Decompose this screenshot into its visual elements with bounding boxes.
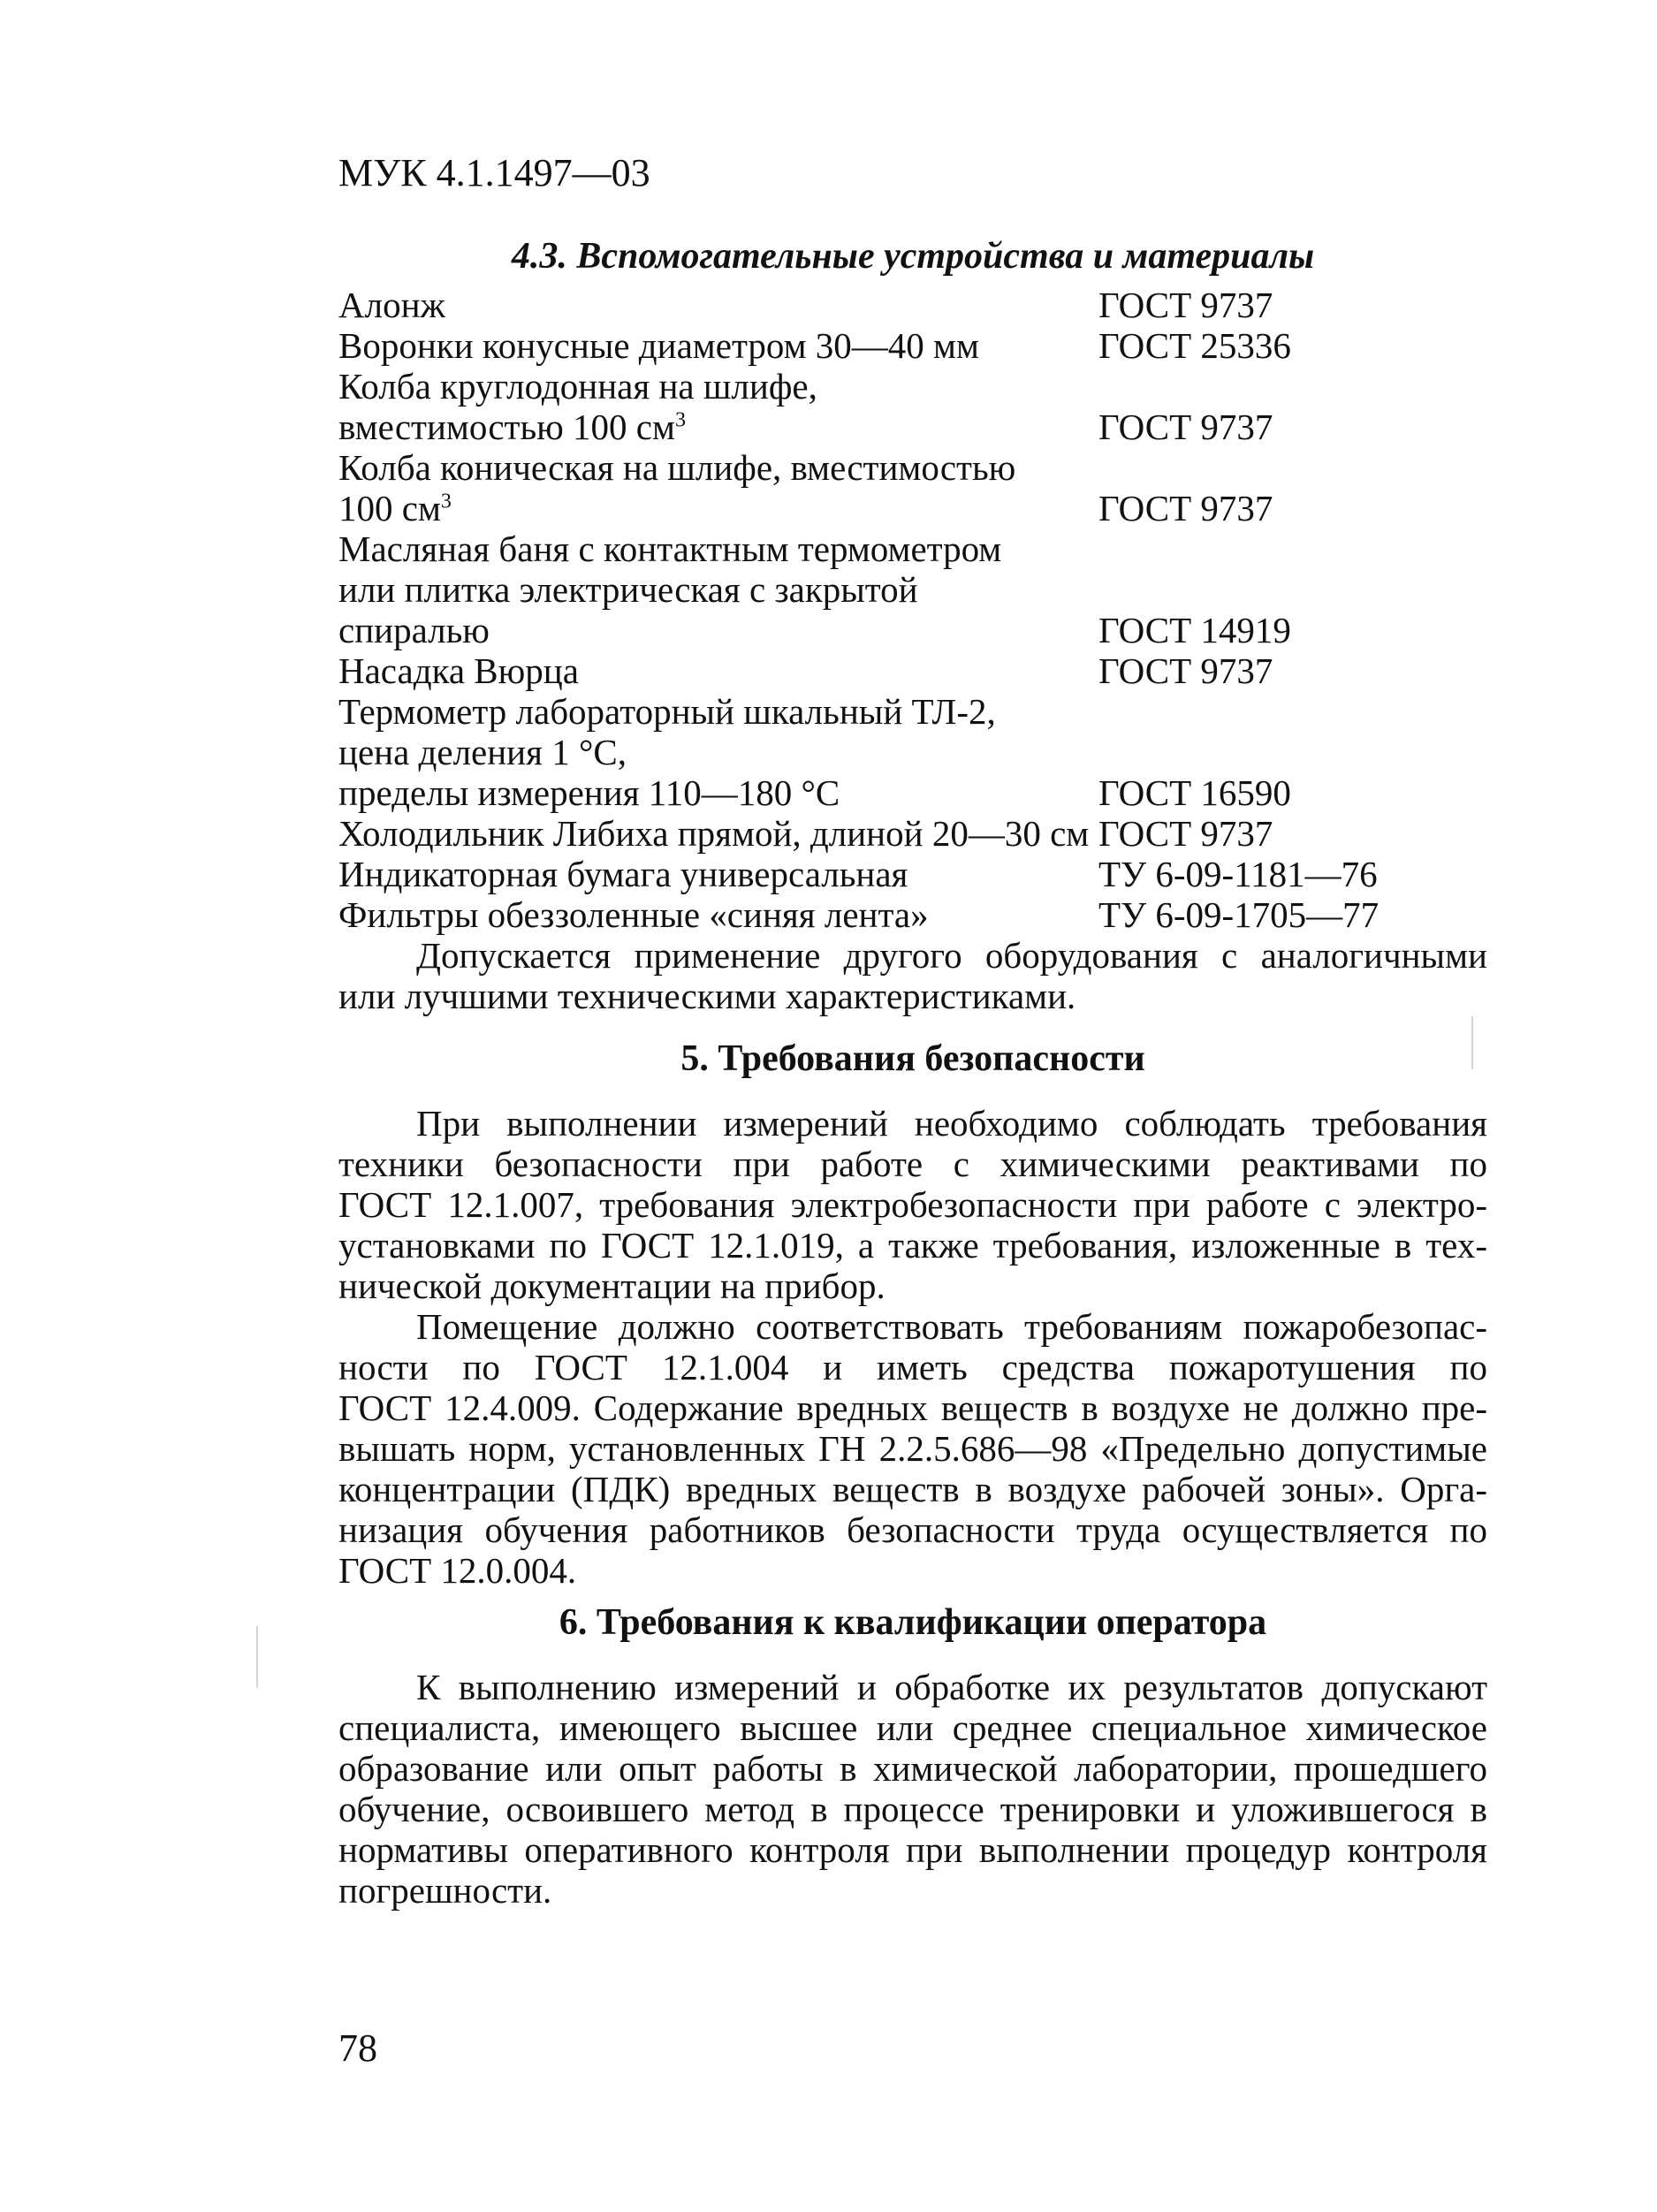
materials-item [338, 285, 1487, 325]
equipment-note: Допускается применение другого оборудования с аналогичными или лучшими техническими характеристиками. [338, 935, 1487, 1016]
materials-item [338, 528, 1487, 650]
superscript-3: 3 [674, 408, 686, 432]
materials-item-name: Масляная баня с контактным термометром или плитка электрическая с закрытой спиралью [338, 528, 1002, 650]
materials-item-name: Колба круглодонная на шлифе, вместимостью 100 $см^3$ [338, 366, 817, 447]
materials-item-name: Колба коническая на шлифе, вместимостью 100 $см^3$ [338, 447, 1016, 528]
materials-item-name: Холодильник Либиха прямой, длиной 20—30 см [338, 813, 1090, 854]
materials-item-name: Индикаторная бумага универсальная [338, 854, 908, 894]
materials-item-standard: ГОСТ 9737 [1098, 285, 1273, 325]
superscript-3: 3 [440, 490, 452, 513]
materials-item-name: Термометр лабораторный шкальный ТЛ-2, цена деления 1 °С, пределы измерения 110—180 °С [338, 691, 996, 813]
materials-item-name: Фильтры обеззоленные «синяя лента» [338, 894, 929, 935]
materials-list [338, 285, 1487, 935]
qualification-paragraph: К выполнению измерений и обработке их результатов допускают специалиста, имеющего высшее или среднее специальное химическое образование или опыт работы в химической лаборатории, прошедшего обучение, освоившего метод в процессе тренировки и уложившегося в нормативы оперативного контроля при выполнении процедур контроля погрешности. [338, 1667, 1487, 1911]
materials-item-standard: ГОСТ 16590 [1098, 772, 1291, 813]
safety-paragraph-2: Помещение должно соответствовать требованиям пожаробезопас- ности по ГОСТ 12.1.004 и иметь средства пожаротушения по ГОСТ 12.4.009. Содержание вредных веществ в воздухе не должно пре- вышать норм, установленных ГН 2.2.5.686—98 «Предельно допустимые концентрации (ПДК) вредных веществ в воздухе рабочей зоны». Орга- низация обучения работников безопасности труда осуществляется по ГОСТ 12.0.004. [338, 1306, 1487, 1591]
materials-item [338, 894, 1487, 935]
materials-item-standard: ГОСТ 25336 [1098, 325, 1291, 366]
materials-item [338, 366, 1487, 447]
page-number: 78 [338, 2026, 377, 2070]
materials-item-standard: ГОСТ 9737 [1098, 488, 1273, 528]
materials-item-name: Воронки конусные диаметром 30—40 мм [338, 325, 979, 366]
scan-artifact [256, 1626, 258, 1688]
materials-item [338, 691, 1487, 813]
materials-item-name: Насадка Вюрца [338, 650, 579, 691]
scan-artifact [1471, 1016, 1473, 1069]
materials-item [338, 325, 1487, 366]
section-5-title: 5. Требования безопасности [680, 1038, 1145, 1079]
materials-item [338, 854, 1487, 894]
materials-item-standard: ГОСТ 9737 [1098, 650, 1273, 691]
section-4-3-title: 4.3. Вспомогательные устройства и материалы [511, 236, 1315, 277]
document-code: МУК 4.1.1497—03 [338, 151, 650, 194]
section-6-title: 6. Требования к квалификации оператора [559, 1602, 1267, 1643]
materials-item [338, 447, 1487, 528]
materials-item [338, 650, 1487, 691]
materials-item-standard: ГОСТ 9737 [1098, 407, 1273, 447]
materials-item-name: Алонж [338, 285, 445, 325]
materials-item-standard: ГОСТ 14919 [1098, 610, 1291, 650]
materials-item-standard: ГОСТ 9737 [1098, 813, 1273, 854]
materials-item [338, 813, 1487, 854]
materials-item-standard: ТУ 6-09-1181—76 [1098, 854, 1378, 894]
materials-item-standard: ТУ 6-09-1705—77 [1098, 894, 1380, 935]
safety-paragraph-1: При выполнении измерений необходимо соблюдать требования техники безопасности при работе с химическими реактивами по ГОСТ 12.1.007, требования электробезопасности при работе с электро- установками по ГОСТ 12.1.019, а также требования, изложенные в тех- нической документации на прибор. [338, 1103, 1487, 1306]
